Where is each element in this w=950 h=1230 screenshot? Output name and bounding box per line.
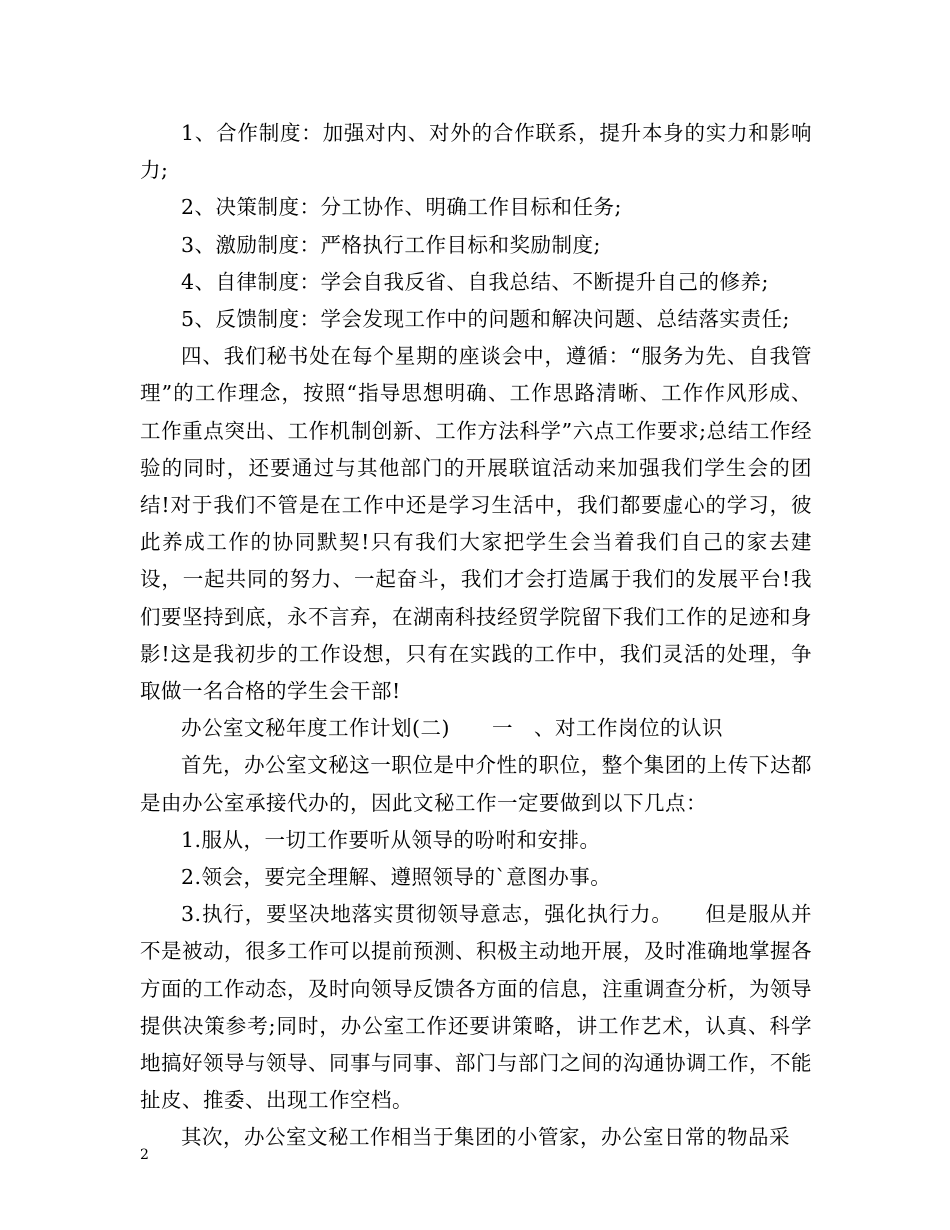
paragraph-decision-system: 2、决策制度：分工协作、明确工作目标和任务; [181,195,622,220]
list-item-execute: 3.执行，要坚决地落实贯彻领导意志，强化执行力。 但是服从并不是被动，很多工作可以提前预测、积极主动地开展，及时准确地掌握各方面的工作动态，及时向领导反馈各方面的信息，注重调查分析，为领导提供决策参考;同时，办公室工作还要讲策略，讲工作艺术，认真、科学地搞好领导与领导、同事与同事、部门与部门之间的沟通协调工作，不能扯皮、推委、出现工作空档。 [140,902,812,1113]
page-number: 2 [140,1147,149,1163]
paragraph-first-point: 首先，办公室文秘这一职位是中介性的职位，整个集团的上传下达都是由办公室承接代办的，因此文秘工作一定要做到以下几点： [140,753,812,815]
paragraph-cooperation-system: 1、合作制度：加强对内、对外的合作联系，提升本身的实力和影响力; [140,121,812,183]
list-item-obey: 1.服从，一切工作要听从领导的吩咐和安排。 [181,827,601,852]
list-item-understand: 2.领会，要完全理解、遵照领导的`意图办事。 [181,865,612,890]
section-heading-plan-two: 办公室文秘年度工作计划(二) 一 、对工作岗位的认识 [181,716,723,741]
paragraph-secretariat-meeting: 四、我们秘书处在每个星期的座谈会中，遵循：“服务为先、自我管理”的工作理念，按照“指导思想明确、工作思路清晰、工作作风形成、工作重点突出、工作机制创新、工作方法科学”六点工作要求;总结工作经验的同时，还要通过与其他部门的开展联谊活动来加强我们学生会的团结!对于我们不管是在工作中还是学习生活中，我们都要虚心的学习，彼此养成工作的协同默契!只有我们大家把学生会当着我们自己的家去建设，一起共同的努力、一起奋斗，我们才会打造属于我们的发展平台!我们要坚持到底，永不言弃，在湖南科技经贸学院留下我们工作的足迹和身影!这是我初步的工作设想，只有在实践的工作中，我们灵活的处理，争取做一名合格的学生会干部! [140,344,812,704]
paragraph-feedback-system: 5、反馈制度：学会发现工作中的问题和解决问题、总结落实责任; [181,307,790,332]
paragraph-self-discipline-system: 4、自律制度：学会自我反省、自我总结、不断提升自己的修养; [181,269,769,294]
document-body [140,115,812,1157]
paragraph-incentive-system: 3、激励制度：严格执行工作目标和奖励制度; [181,232,601,257]
paragraph-second-point: 其次，办公室文秘工作相当于集团的小管家，办公室日常的物品采 [181,1125,790,1150]
